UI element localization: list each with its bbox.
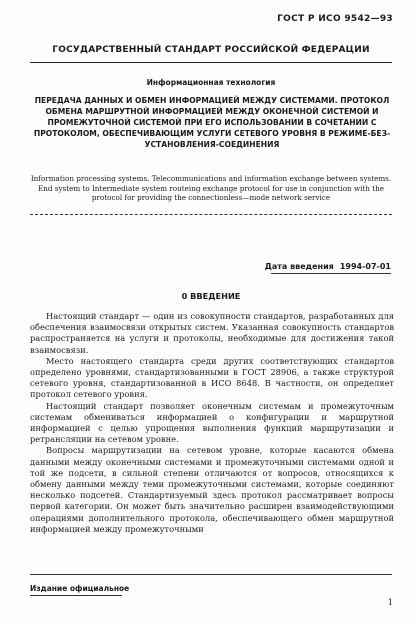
document-title-russian: ПЕРЕДАЧА ДАННЫХ И ОБМЕН ИНФОРМАЦИЕЙ МЕЖДУ СИСТЕМАМИ. ПРОТОКОЛ ОБМЕНА МАРШРУТНОЙ ИНФОРМАЦИЕЙ МЕЖДУ ОКОНЕЧНОЙ СИСТЕМОЙ И ПРОМЕЖУТОЧНОЙ СИСТЕМОЙ ПРИ ЕГО ИСПОЛЬЗОВАНИИ В СОЧЕТАНИИ С ПРОТОКОЛОМ, ОБЕСПЕЧИВАЮЩИМ УСЛУГИ СЕТЕВОГО УРОВНЯ В РЕЖИМЕ-БЕЗ-УСТАНОВЛЕНИЯ-СОЕДИНЕНИЯ — [33, 96, 391, 149]
organization-title: ГОСУДАРСТВЕННЫЙ СТАНДАРТ РОССИЙСКОЙ ФЕДЕРАЦИИ — [52, 45, 370, 55]
header-divider — [30, 62, 392, 63]
introduction-date-value: 1994-07-01 — [339, 262, 391, 271]
paragraph: Настоящий стандарт позволяет оконечным системам и промежуточным системам обмениваться информацией о конфигурации и маршрутной информацией с целью упрощения выполнения функций маршрутизации и ретрансляции на сетевом уровне. — [30, 400, 394, 445]
edition-underline — [30, 595, 122, 596]
footer-divider — [30, 574, 392, 575]
paragraph: Настоящий стандарт — один из совокупности стандартов, разработанных для обеспечения взаимосвязи открытых систем. Указанная совокупность стандартов распространяется на услуги и протоколы, необходимые для достижения такой взаимосвязи. — [30, 311, 394, 355]
section-name: Информационная технология — [146, 78, 276, 87]
title-divider — [30, 214, 392, 215]
introduction-date-label: Дата введения — [264, 262, 334, 271]
paragraph: Вопросы маршрутизации на сетевом уровне, которые касаются обмена данными между оконечными системами и промежуточными системами одной и той же подсети, в сильной степени отличаются от вопросов, относящихся к обмену данными между теми промежуточными системами, которые соединяют несколько подсетей. Стандартизуемый здесь протокол рассматривает вопросы первой категории. Он может быть значительно расширен взаимодействующими операциями дополнительного протокола, обеспечивающего обмен маршрутной информацией между промежуточными — [30, 445, 394, 534]
document-code: ГОСТ Р ИСО 9542—93 — [277, 14, 393, 24]
document-title-english: Information processing systems. Telecommunications and information exchange between systems. End system to Intermediate system routeing exchange protocol for use in conjunction with the protocol for providing the connectionless—mode network service — [30, 174, 392, 202]
section-heading: 0 ВВЕДЕНИЕ — [181, 291, 241, 301]
body-text — [30, 311, 394, 535]
paragraph: Место настоящего стандарта среди других соответствующих стандартов определено уровнями, стандартизованными в ГОСТ 28906, а также структурой сетевого уровня, стандартизованной в ИСО 8648. В частности, он определяет протокол сетевого уровня. — [30, 355, 394, 400]
page-number: 1 — [387, 598, 393, 608]
edition-label: Издание официальное — [30, 584, 130, 593]
introduction-date — [265, 262, 391, 271]
introduction-date-underline — [271, 273, 391, 274]
